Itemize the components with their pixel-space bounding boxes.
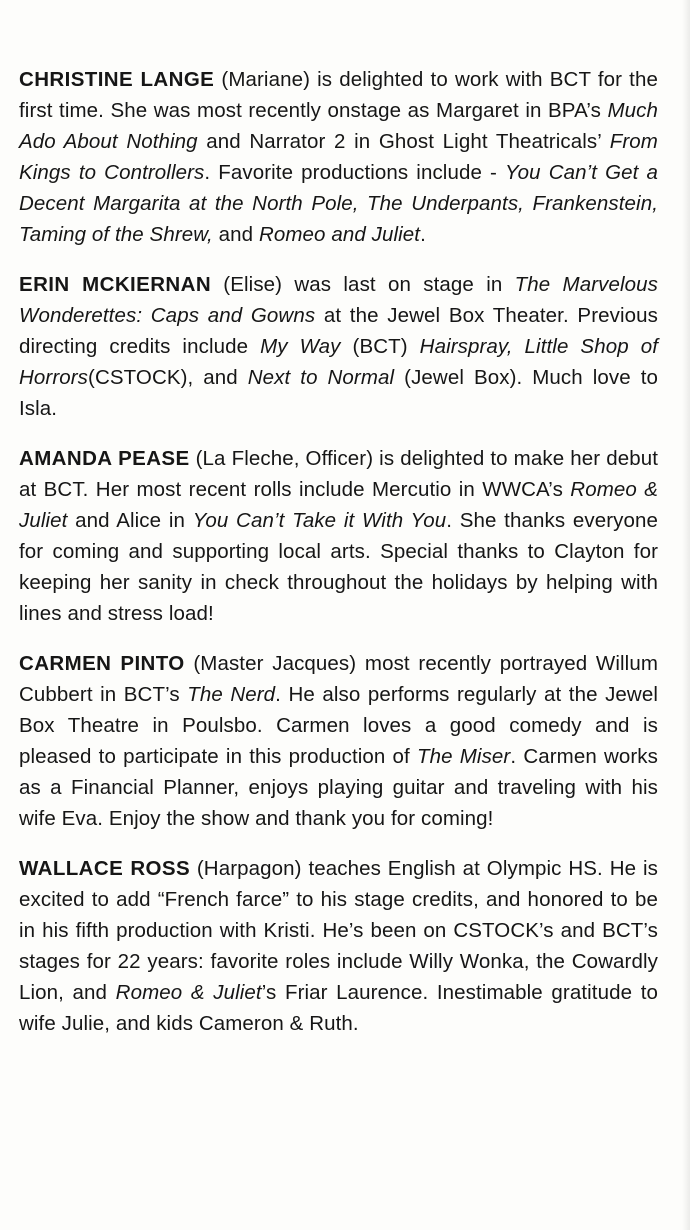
cast-bios — [19, 64, 658, 1039]
bio-text: ’s Friar Laurence. Inestimable gratitude to wife Julie, and kids Cameron & Ruth. — [19, 981, 658, 1035]
bio-text: . He also performs regularly at the Jewel Box Theatre in Poulsbo. Carmen loves a good comedy and is pleased to participate in this production of — [19, 683, 658, 768]
bio-italic-title: Much Ado About Nothing — [19, 99, 658, 153]
bio-text: (Jewel Box). Much love to Isla. — [19, 366, 658, 420]
bio-paragraph — [19, 443, 658, 629]
bio-paragraph — [19, 853, 658, 1039]
bio-text: at the Jewel Box Theater. Previous directing credits include — [19, 304, 658, 358]
bio-text: and — [212, 223, 259, 246]
bio-name: ERIN MCKIERNAN — [19, 273, 212, 296]
bio-italic-title: My Way — [260, 335, 341, 358]
bio-text: (CSTOCK), and — [88, 366, 248, 389]
bio-text: . — [420, 223, 426, 246]
page-edge-shadow — [682, 0, 690, 1230]
bio-name: CHRISTINE LANGE — [19, 68, 215, 91]
bio-paragraph — [19, 269, 658, 424]
bio-italic-title: Romeo and Juliet — [258, 223, 421, 246]
bio-italic-title: Next to Normal — [247, 366, 395, 389]
bio-italic-title: The Marvelous Wonderettes: Caps and Gowns — [19, 273, 659, 327]
bio-text: (Master Jacques) most recently portrayed Willum Cubbert in BCT’s — [19, 652, 658, 706]
bio-italic-title: You Can’t Get a Decent Margarita at the North Pole, The Underpants, Frankenstein, Taming of the Shrew, — [19, 161, 658, 246]
bio-text: (La Fleche, Officer) is delighted to make her debut at BCT. Her most recent rolls include Mercutio in WWCA’s — [19, 447, 658, 501]
bio-text: (BCT) — [340, 335, 420, 358]
bio-name: CARMEN PINTO — [19, 652, 185, 675]
bio-paragraph — [19, 64, 658, 250]
bio-text: (Mariane) is delighted to work with BCT for the first time. She was most recently onstage as Margaret in BPA’s — [19, 68, 658, 122]
bio-text: (Harpagon) teaches English at Olympic HS. He is excited to add “French farce” to his stage credits, and honored to be in his fifth production with Kristi. He’s been on CSTOCK’s and BCT’s stages for 22 years: favorite roles include Willy Wonka, the Cowardly Lion, and — [19, 857, 658, 1004]
bio-text: (Elise) was last on stage in — [211, 273, 515, 296]
bio-italic-title: Romeo & Juliet — [115, 981, 262, 1004]
bio-text: . Favorite productions include - — [204, 161, 505, 184]
bio-italic-title: From Kings to Controllers — [19, 130, 658, 184]
bio-text: and Alice in — [67, 509, 193, 532]
bio-italic-title: You Can’t Take it With You — [192, 509, 447, 532]
bio-italic-title: Romeo & Juliet — [19, 478, 658, 532]
bio-text: and Narrator 2 in Ghost Light Theatricals’ — [197, 130, 610, 153]
bio-italic-title: The Nerd — [187, 683, 276, 706]
bio-italic-title: The Miser — [416, 745, 511, 768]
bio-name: AMANDA PEASE — [19, 447, 190, 470]
bio-paragraph — [19, 648, 658, 834]
bio-text: . Carmen works as a Financial Planner, enjoys playing guitar and traveling with his wife Eva. Enjoy the show and thank you for coming! — [19, 745, 659, 830]
bio-text: . She thanks everyone for coming and supporting local arts. Special thanks to Clayton for keeping her sanity in check throughout the holidays by helping with lines and stress load! — [19, 509, 658, 625]
bio-italic-title: Hairspray, Little Shop of Horrors — [19, 335, 658, 389]
bio-name: WALLACE ROSS — [19, 857, 191, 880]
